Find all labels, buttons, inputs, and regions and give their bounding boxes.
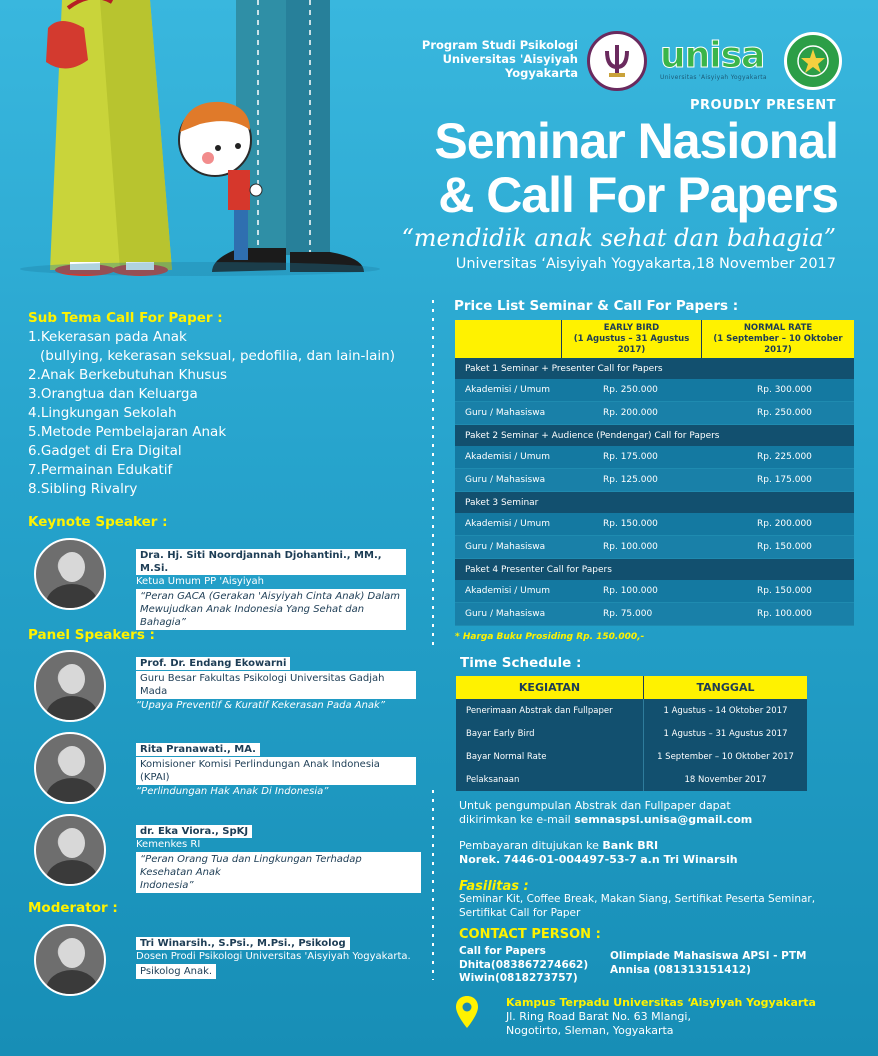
price-table: [455, 320, 854, 626]
price-row: Akademisi / Umum Rp. 250.000 Rp. 300.000: [455, 379, 854, 402]
package-row: Paket 1 Seminar + Presenter Call for Papers: [455, 358, 854, 379]
email-link[interactable]: semnaspsi.unisa@gmail.com: [574, 812, 753, 826]
schedule-table: [456, 676, 807, 791]
location-pin-icon: [456, 996, 478, 1028]
keynote-role: Ketua Umum PP 'Aisyiyah: [136, 576, 264, 587]
tagline: “mendidik anak sehat dan bahagia”: [401, 224, 836, 252]
price-table-header: EARLY BIRD (1 Agustus – 31 Agustus 2017) NORMAL RATE (1 September – 10 Oktober 2017): [455, 320, 854, 358]
campus-address: Kampus Terpadu Universitas ‘Aisyiyah Yogyakarta Jl. Ring Road Barat No. 63 Mlangi, Nogotirto, Sleman, Yogyakarta: [506, 996, 816, 1037]
panel-speaker-2: Rita Pranawati., MA. Komisioner Komisi Perlindungan Anak Indonesia (KPAI) “Perlindungan Hak Anak Di Indonesia”: [136, 743, 416, 798]
panel-photo-1: [34, 650, 106, 722]
psikologi-logo: [587, 31, 647, 91]
moderator-block: Tri Winarsih., S.Psi., M.Psi., Psikolog Dosen Prodi Psikologi Universitas 'Aisyiyah Yogyakarta. Psikolog Anak.: [136, 938, 411, 977]
schedule-row: Bayar Normal Rate 1 September – 10 Oktober 2017: [456, 745, 807, 768]
subtema-item: 8.Sibling Rivalry: [28, 481, 138, 497]
fasilitas-text: Seminar Kit, Coffee Break, Makan Siang, Sertifikat Peserta Seminar, Sertifikat Call for Paper: [459, 893, 816, 919]
subtema-item: (bullying, kekerasan seksual, pedofilia, dan lain-lain): [40, 348, 396, 364]
keynote-photo: [34, 538, 106, 610]
price-row: Akademisi / Umum Rp. 100.000 Rp. 150.000: [455, 580, 854, 603]
column-divider-lower: [432, 790, 434, 980]
price-row: Guru / Mahasiswa Rp. 125.000 Rp. 175.000: [455, 469, 854, 492]
header-illustration: [0, 0, 420, 290]
unisa-logo: unisa Universitas 'Aisyiyah Yogyakarta: [660, 35, 767, 81]
subtema-heading: Sub Tema Call For Paper :: [28, 310, 223, 326]
moderator-photo: [34, 924, 106, 996]
panel-heading: Panel Speakers :: [28, 627, 155, 643]
price-heading: Price List Seminar & Call For Papers :: [454, 298, 739, 314]
moderator-heading: Moderator :: [28, 900, 118, 916]
column-divider: [432, 300, 434, 650]
price-row: Guru / Mahasiswa Rp. 100.000 Rp. 150.000: [455, 536, 854, 559]
contact-olimpiade: Olimpiade Mahasiswa APSI - PTM Annisa (081313151412): [610, 950, 807, 976]
price-row: Guru / Mahasiswa Rp. 200.000 Rp. 250.000: [455, 402, 854, 425]
subtema-item: 2.Anak Berkebutuhan Khusus: [28, 367, 228, 383]
keynote-name: Dra. Hj. Siti Noordjannah Djohantini., MM., M.Si.: [136, 549, 406, 575]
schedule-heading: Time Schedule :: [460, 655, 582, 671]
subtema-item: 5.Metode Pembelajaran Anak: [28, 424, 227, 440]
schedule-row: Bayar Early Bird 1 Agustus – 31 Agustus 2017: [456, 722, 807, 745]
fasilitas-heading: Fasilitas :: [459, 879, 529, 894]
schedule-row: Pelaksanaan 18 November 2017: [456, 768, 807, 791]
subtema-item: 3.Orangtua dan Keluarga: [28, 386, 198, 402]
subtema-item: 4.Lingkungan Sekolah: [28, 405, 177, 421]
ground-shadow: [20, 262, 380, 276]
contact-cfp: Call for Papers Dhita(083867274662) Wiwin(0818273757): [459, 945, 589, 984]
title-line-2: & Call For Papers: [438, 167, 838, 223]
package-row: Paket 4 Presenter Call for Papers: [455, 559, 854, 580]
payment-info: Pembayaran ditujukan ke Bank BRI Norek. 7446-01-004497-53-7 a.n Tri Winarsih: [459, 839, 738, 866]
price-row: Akademisi / Umum Rp. 150.000 Rp. 200.000: [455, 513, 854, 536]
prodi-label: Program Studi Psikologi Universitas 'Aisyiyah Yogyakarta: [421, 38, 578, 80]
keynote-heading: Keynote Speaker :: [28, 514, 168, 530]
schedule-header: KEGIATAN TANGGAL: [456, 676, 807, 699]
subtema-list: [28, 328, 418, 499]
package-row: Paket 3 Seminar: [455, 492, 854, 513]
panel-photo-2: [34, 732, 106, 804]
subtema-item: 7.Permainan Edukatif: [28, 462, 173, 478]
panel-speaker-3: dr. Eka Viora., SpKJ Kemenkes RI “Peran Orang Tua dan Lingkungan Terhadap Kesehatan Anak Indonesia”: [136, 825, 421, 893]
title-line-1: Seminar Nasional: [434, 113, 838, 169]
contact-heading: CONTACT PERSON :: [459, 927, 601, 942]
price-row: Guru / Mahasiswa Rp. 75.000 Rp. 100.000: [455, 603, 854, 626]
subtema-item: 1.Kekerasan pada Anak: [28, 329, 187, 345]
keynote-topic: “Peran GACA (Gerakan 'Aisyiyah Cinta Anak) Dalam Mewujudkan Anak Indonesia Yang Sehat dan Bahagia”: [136, 589, 406, 630]
proudly-present: PROUDLY PRESENT: [689, 98, 836, 113]
price-row: Akademisi / Umum Rp. 175.000 Rp. 225.000: [455, 446, 854, 469]
panel-speaker-1: Prof. Dr. Endang Ekowarni Guru Besar Fakultas Psikologi Universitas Gadjah Mada “Upaya Preventif & Kuratif Kekerasan Pada Anak”: [136, 657, 416, 712]
subtema-item: 6.Gadget di Era Digital: [28, 443, 182, 459]
schedule-row: Penerimaan Abstrak dan Fullpaper 1 Agustus – 14 Oktober 2017: [456, 699, 807, 722]
keynote-block: [136, 549, 406, 630]
prosiding-note: * Harga Buku Prosiding Rp. 150.000,-: [455, 632, 645, 642]
venue-date: Universitas ‘Aisyiyah Yogyakarta,18 November 2017: [455, 256, 836, 272]
package-row: Paket 2 Seminar + Audience (Pendengar) Call for Papers: [455, 425, 854, 446]
university-seal: [784, 32, 842, 90]
panel-photo-3: [34, 814, 106, 886]
submission-info: Untuk pengumpulan Abstrak dan Fullpaper dapat dikirimkan ke e-mail semnaspsi.unisa@gmail.com: [459, 799, 753, 826]
